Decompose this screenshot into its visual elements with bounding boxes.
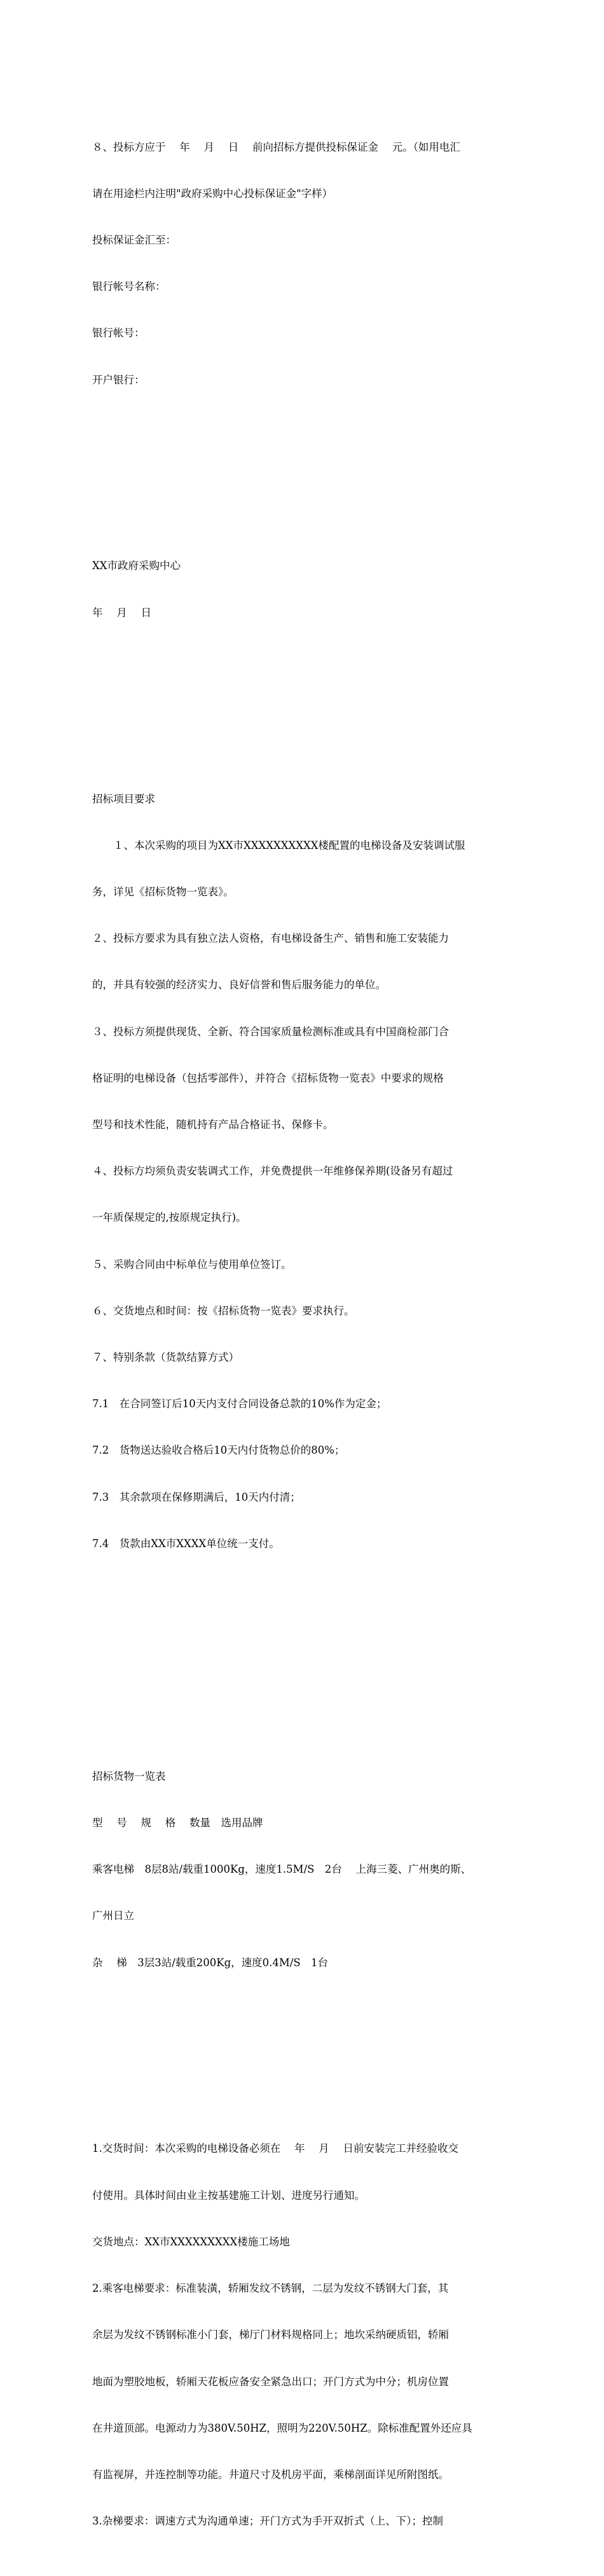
bank-account-name-line: 银行帐号名称：	[92, 280, 166, 293]
document-page	[92, 78, 518, 2576]
requirement-line: 一年质保规定的,按原规定执行)。	[92, 1211, 247, 1224]
goods-table-header: 型 号 规 格 数量 选用品牌	[92, 1817, 263, 1829]
deposit-line: ８、投标方应于 年 月 日 前向招标方提供投标保证金 元。（如用电汇	[92, 141, 460, 153]
requirement-line: 的，并具有较强的经济实力、良好信誉和售后服务能力的单位。	[92, 979, 386, 991]
spacer	[92, 1676, 518, 1691]
requirement-line: 格证明的电梯设备（包括零部件），并符合《招标货物一览表》中要求的规格	[92, 1071, 444, 1084]
goods-list-section	[92, 1738, 518, 2002]
requirement-line: ４、投标方均须负责安装调式工作，并免费提供一年维修保养期(设备另有超过	[92, 1165, 453, 1178]
passenger-elevator-requirement-line: 有监视屏，并连控制等功能。井道尺寸及机房平面，乘梯剖面详见所附图纸。	[92, 2468, 449, 2481]
requirement-line: ２、投标方要求为具有独立法人资格，有电梯设备生产、销售和施工安装能力	[92, 932, 449, 945]
signature-organization: XX市政府采购中心	[92, 560, 181, 572]
payment-term-line: 7.4 货款由XX市XXXX单位统一支付。	[92, 1537, 280, 1550]
requirement-line: １、本次采购的项目为XX市XXXXXXXXXX楼配置的电梯设备及安装调试服	[92, 839, 465, 851]
payment-term-line: 7.3 其余款项在保修期满后，10天内付清；	[92, 1491, 301, 1503]
signature-block	[92, 528, 518, 652]
spacer	[92, 1629, 518, 1644]
deposit-line: 投标保证金汇至：	[92, 234, 176, 247]
spacer	[92, 465, 518, 481]
delivery-line: 付使用。具体时间由业主按基建施工计划、进度另行通知。	[92, 2189, 365, 2201]
goods-row: 乘客电梯 8层8站/载重1000Kg，速度1.5M/S 2台 上海三菱、广州奥的斯、	[92, 1863, 472, 1876]
delivery-section	[92, 2111, 518, 2561]
passenger-elevator-requirement-line: 地面为塑胶地板，轿厢天花板应备安全紧急出口；开门方式为中分；机房位置	[92, 2375, 449, 2388]
goods-row-continued: 广州日立	[92, 1910, 134, 1922]
requirements-section	[92, 761, 518, 1583]
spacer	[92, 698, 518, 713]
delivery-location-line: 交货地点：XX市XXXXXXXXX楼施工场地	[92, 2235, 290, 2248]
freight-elevator-requirement-line: 3.杂梯要求：调速方式为沟通单速；开门方式为手开双折式（上、下）；控制	[92, 2515, 443, 2528]
section-heading: 招标项目要求	[92, 792, 155, 805]
signature-date: 年 月 日	[92, 606, 151, 619]
delivery-line: 1.交货时间：本次采购的电梯设备必须在 年 月 日前安装完工并经验收交	[92, 2142, 458, 2155]
deposit-section	[92, 109, 518, 419]
requirement-line: 型号和技术性能，随机持有产品合格证书、保修卡。	[92, 1118, 334, 1131]
requirement-line: 务，详见《招标货物一览表》。	[92, 885, 234, 898]
passenger-elevator-requirement-line: 2.乘客电梯要求：标准装潢，轿厢发纹不锈钢，二层为发纹不锈钢大门套，其	[92, 2282, 449, 2295]
deposit-line: 请在用途栏内注明"政府采购中心投标保证金"字样）	[92, 187, 333, 200]
goods-row: 杂 梯 3层3站/载重200Kg，速度0.4M/S 1台	[92, 1956, 329, 1969]
requirement-line: ６、交货地点和时间：按《招标货物一览表》要求执行。	[92, 1304, 355, 1317]
payment-term-line: 7.1 在合同签订后10天内支付合同设备总款的10%作为定金；	[92, 1398, 387, 1410]
requirement-line: ３、投标方须提供现货、全新、符合国家质量检测标准或具有中国商检部门合	[92, 1025, 449, 1038]
passenger-elevator-requirement-line: 余层为发纹不锈钢标准小门套，梯厅门材料规格同上；地坎采纳硬质铝，轿厢	[92, 2329, 449, 2341]
requirement-line: ７、特别条款（货款结算方式）	[92, 1351, 239, 1363]
spacer	[92, 2048, 518, 2063]
requirement-line: ５、采购合同由中标单位与使用单位签订。	[92, 1258, 292, 1271]
bank-name-line: 开户银行：	[92, 373, 145, 386]
bank-account-number-line: 银行帐号：	[92, 327, 145, 340]
passenger-elevator-requirement-line: 在井道顶部。电源动力为380V.50HZ，照明为220V.50HZ。除标准配置外还应具	[92, 2421, 472, 2434]
section-heading: 招标货物一览表	[92, 1770, 166, 1782]
payment-term-line: 7.2 货物送达验收合格后10天内付货物总价的80%；	[92, 1444, 345, 1457]
